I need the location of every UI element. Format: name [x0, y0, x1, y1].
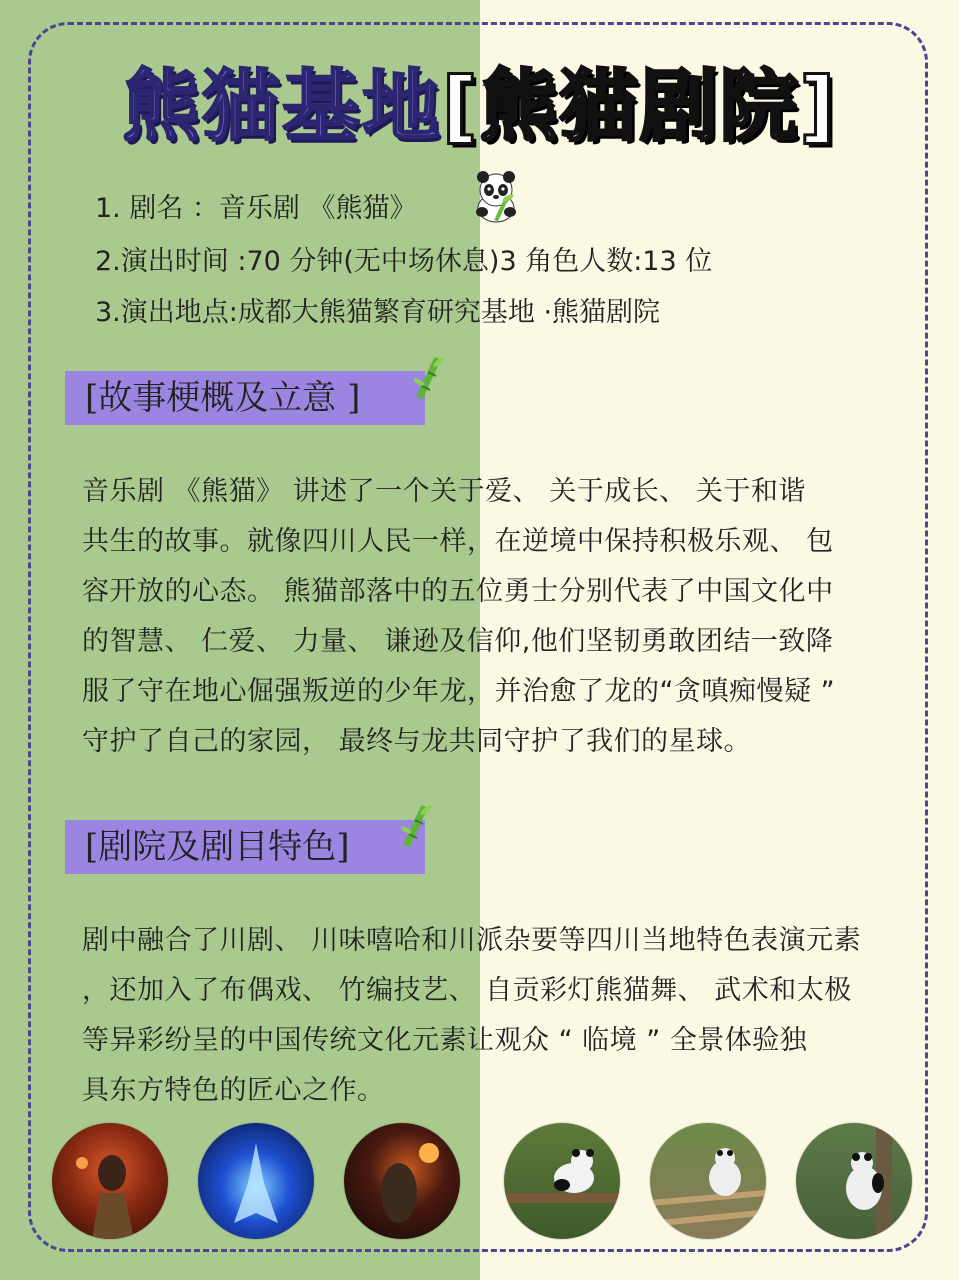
panda-photo-3	[796, 1123, 912, 1239]
bamboo-icon	[400, 800, 434, 852]
info-line-duration: 2.演出时间 :70 分钟(无中场休息)3 角色人数:13 位	[95, 246, 713, 277]
story-line: 音乐剧 《熊猫》 讲述了一个关于爱、 关于成长、 关于和谐	[82, 476, 806, 507]
show-photo-2	[198, 1123, 314, 1239]
show-photo-1	[52, 1123, 168, 1239]
story-line: 的智慧、 仁爱、 力量、 谦逊及信仰,他们坚韧勇敢团结一致降	[82, 626, 834, 657]
panda-photo-1	[504, 1123, 620, 1239]
section-heading-features: [剧院及剧目特色]	[65, 820, 425, 874]
bamboo-icon	[413, 352, 447, 404]
panda-photo-2	[650, 1123, 766, 1239]
page-title	[0, 44, 959, 156]
story-paragraph	[82, 467, 897, 767]
story-line: 守护了自己的家园， 最终与龙共同守护了我们的星球。	[82, 726, 752, 757]
info-line-location: 3.演出地点:成都大熊猫繁育研究基地 ·熊猫剧院	[95, 297, 661, 328]
info-line-name: 1. 剧名 ：音乐剧 《熊猫》	[95, 193, 417, 224]
story-line: 共生的故事。就像四川人民一样，在逆境中保持积极乐观、 包	[82, 526, 834, 557]
story-line: 服了守在地心倔强叛逆的少年龙，并治愈了龙的“贪嗔痴慢疑 ”	[82, 676, 836, 707]
panda-emoji-icon	[470, 168, 522, 224]
show-photo-3	[344, 1123, 460, 1239]
title-part1: 熊猫基地	[121, 62, 442, 152]
features-line: 等异彩纷呈的中国传统文化元素让观众 “ 临境 ” 全景体验独	[82, 1025, 808, 1056]
features-paragraph	[82, 916, 897, 1116]
features-line: ，还加入了布偶戏、 竹编技艺、 自贡彩灯熊猫舞、 武术和太极	[82, 975, 852, 1006]
features-line: 剧中融合了川剧、 川味嘻哈和川派杂要等四川当地特色表演元素	[82, 925, 862, 956]
section-heading-story: [故事梗概及立意 ]	[65, 371, 425, 425]
title-part2: [熊猫剧院]	[441, 62, 838, 152]
story-line: 容开放的心态。 熊猫部落中的五位勇士分别代表了中国文化中	[82, 576, 834, 607]
features-line: 具东方特色的匠心之作。	[82, 1075, 385, 1106]
